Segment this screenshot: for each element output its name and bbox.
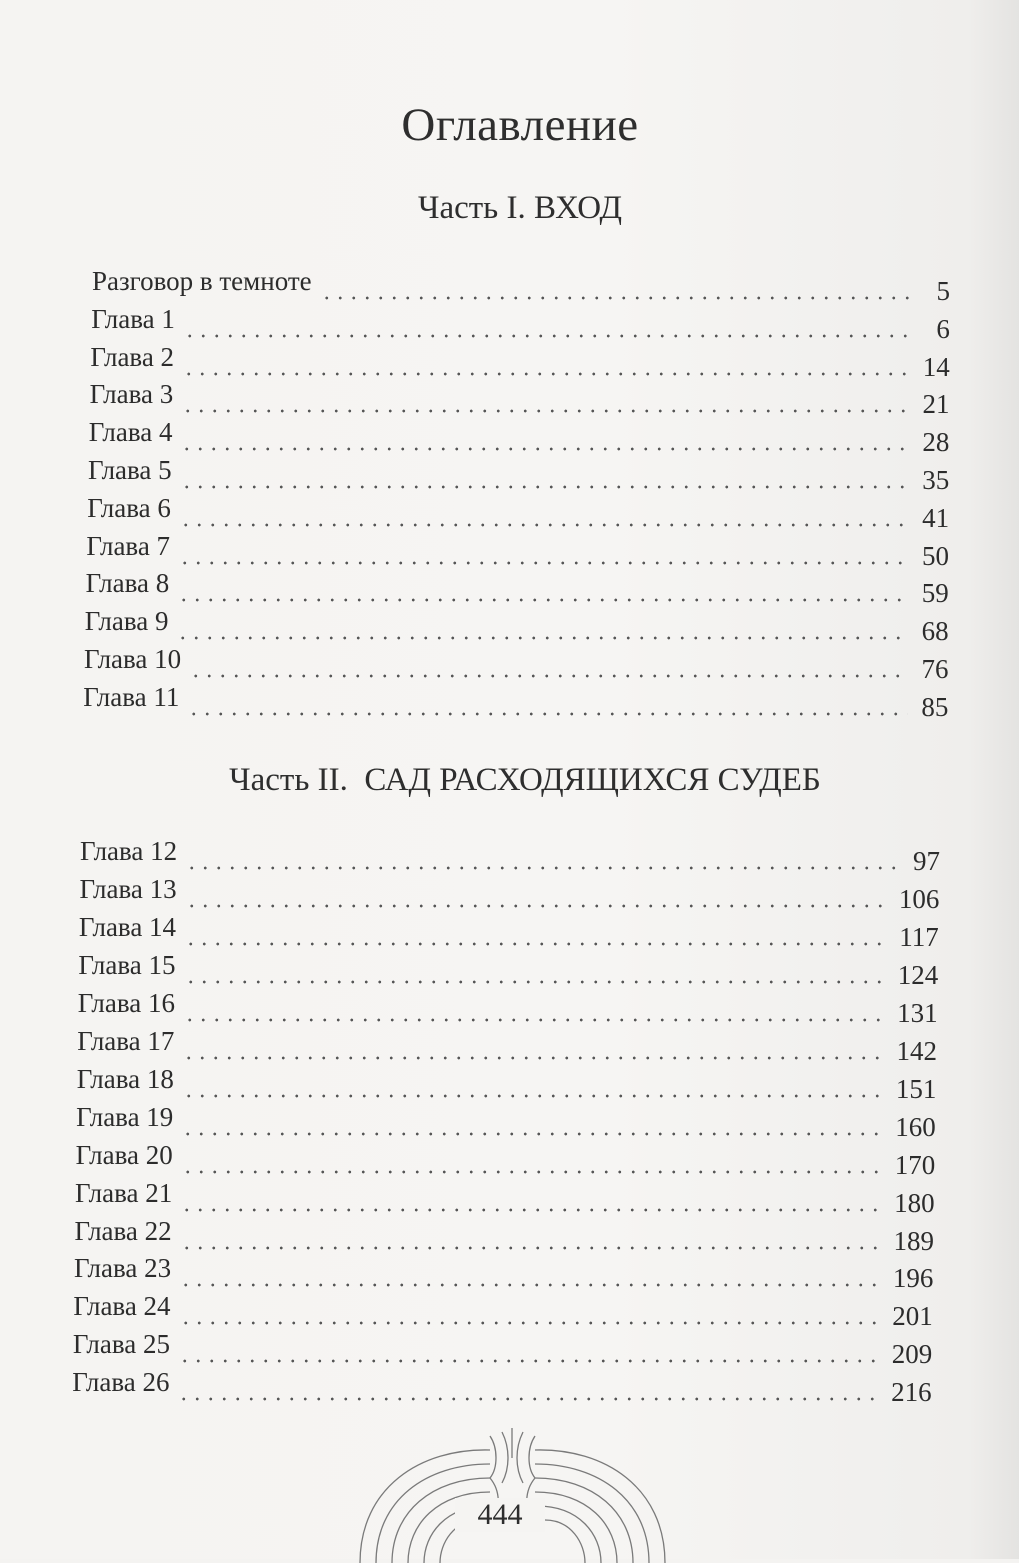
toc-entry — [74, 1215, 935, 1256]
dot-leader — [184, 942, 889, 946]
toc-entry-label: Глава 5 — [88, 455, 172, 485]
dot-leader — [180, 1208, 884, 1212]
toc-entry-page: 97 — [913, 846, 940, 876]
toc-entry-label: Глава 20 — [75, 1139, 173, 1170]
toc-entry — [85, 608, 949, 646]
dot-leader — [182, 1094, 886, 1098]
toc-entry — [80, 838, 940, 876]
toc-entry-page: 28 — [922, 427, 950, 458]
toc-entry-label: Глава 8 — [85, 568, 170, 599]
toc-entry-page: 35 — [922, 465, 950, 495]
toc-entry-page: 59 — [921, 578, 949, 609]
toc-entry-page: 85 — [921, 691, 949, 722]
toc-entry-label: Глава 14 — [78, 911, 177, 942]
toc-entry — [79, 873, 940, 914]
toc-entry — [73, 1293, 932, 1331]
toc-entry — [78, 911, 939, 952]
toc-entry-page: 50 — [921, 540, 949, 571]
dot-leader — [178, 561, 909, 565]
dot-leader — [179, 523, 909, 527]
part-2-heading: Часть II. САД РАСХОДЯЩИХСЯ СУДЕБ — [229, 762, 821, 798]
toc-entry-label: Глава 24 — [73, 1291, 171, 1322]
dot-leader — [179, 1321, 883, 1325]
dot-leader — [179, 1283, 883, 1287]
toc-entry — [89, 419, 950, 457]
dot-leader — [182, 372, 910, 376]
toc-entry-page: 151 — [895, 1073, 937, 1104]
dot-leader — [183, 334, 910, 338]
dot-leader — [181, 409, 909, 413]
toc-entry — [84, 646, 949, 684]
toc-entry-page: 170 — [894, 1149, 936, 1180]
toc-entry — [90, 381, 950, 419]
toc-entry-label: Глава 21 — [75, 1177, 173, 1208]
toc-entry — [78, 949, 939, 990]
dot-leader — [185, 904, 889, 908]
toc-entry-page: 117 — [899, 921, 939, 952]
toc-entry — [73, 1331, 932, 1369]
part-1-heading: Часть I. ВХОД — [418, 190, 622, 226]
page-number: 444 — [455, 1498, 545, 1532]
toc-entry-page: 124 — [897, 959, 939, 990]
dot-leader — [182, 1056, 886, 1060]
toc-entry-page: 180 — [894, 1187, 935, 1218]
toc-entry — [92, 268, 950, 306]
dot-leader — [187, 712, 908, 716]
toc-entry — [75, 1139, 936, 1180]
toc-entry-label: Глава 23 — [73, 1253, 172, 1284]
toc-entry — [76, 1101, 936, 1142]
toc-entry — [77, 987, 938, 1028]
toc-entry-label: Глава 10 — [84, 644, 182, 674]
labyrinth-ornament-icon — [340, 1428, 685, 1563]
toc-entry — [88, 457, 949, 495]
toc-entry-page: 76 — [921, 654, 949, 684]
toc-entry — [87, 492, 950, 533]
toc-entry-label: Глава 19 — [76, 1101, 174, 1132]
dot-leader — [181, 1132, 885, 1136]
toc-entry-page: 6 — [936, 313, 950, 344]
toc-entry-label: Глава 25 — [72, 1329, 171, 1360]
toc-entry-label: Глава 4 — [88, 417, 173, 448]
toc-entry-label: Глава 9 — [84, 606, 169, 637]
toc-entry-page: 196 — [892, 1263, 934, 1294]
toc-entry-label: Глава 15 — [78, 949, 176, 980]
toc-entry — [72, 1369, 931, 1407]
toc-entry-page: 5 — [936, 276, 950, 306]
dot-leader — [320, 296, 910, 300]
toc-entry — [86, 570, 949, 608]
toc-entry — [90, 341, 950, 382]
dot-leader — [177, 1397, 881, 1401]
toc-entry-label: Глава 12 — [80, 836, 178, 866]
dot-leader — [189, 674, 908, 678]
toc-entry-page: 106 — [898, 883, 940, 914]
dot-leader — [178, 1359, 882, 1363]
dot-leader — [184, 980, 888, 984]
toc-entry — [75, 1177, 935, 1218]
dot-leader — [180, 1246, 884, 1250]
toc-entry-page: 216 — [891, 1377, 932, 1408]
dot-leader — [183, 1018, 887, 1022]
toc-entry-label: Глава 1 — [91, 303, 175, 334]
dot-leader — [180, 485, 910, 489]
toc-entry-page: 160 — [895, 1111, 936, 1142]
dot-leader — [181, 1170, 885, 1174]
toc-entry-label: Глава 17 — [77, 1025, 175, 1056]
dot-leader — [176, 636, 908, 640]
toc-entry-label: Глава 22 — [74, 1215, 172, 1246]
toc-entry-page: 209 — [891, 1339, 933, 1370]
toc-entry-label: Глава 7 — [86, 530, 171, 561]
toc-entry-label: Глава 11 — [83, 681, 180, 712]
toc-entry — [76, 1063, 937, 1104]
toc-entry-page: 14 — [922, 351, 950, 382]
toc-entry-label: Разговор в темноте — [92, 266, 312, 296]
toc-entry — [77, 1025, 937, 1066]
toc-entry-label: Глава 3 — [89, 379, 174, 410]
toc-entry — [86, 530, 949, 571]
dot-leader — [180, 447, 909, 451]
toc-entry-label: Глава 16 — [77, 987, 175, 1018]
toc-entry-label: Глава 6 — [87, 492, 171, 523]
toc-entry-label: Глава 18 — [76, 1063, 174, 1094]
toc-entry-page: 131 — [897, 997, 938, 1028]
toc-entry-label: Глава 13 — [79, 873, 177, 904]
toc-entry-label: Глава 26 — [72, 1367, 170, 1398]
toc-entry — [74, 1255, 933, 1293]
toc-entry-label: Глава 2 — [90, 341, 175, 372]
toc-entry-page: 142 — [896, 1035, 937, 1066]
toc-entry-page: 21 — [922, 389, 950, 420]
toc-entry-page: 41 — [922, 502, 950, 533]
dot-leader — [177, 598, 909, 602]
toc-entry-page: 68 — [921, 616, 949, 647]
toc-entry — [83, 681, 949, 722]
toc-entry — [91, 303, 950, 344]
toc-entry-page: 201 — [892, 1301, 933, 1332]
toc-title: Оглавление — [401, 99, 639, 151]
toc-entry-page: 189 — [893, 1225, 934, 1256]
dot-leader — [185, 866, 900, 870]
